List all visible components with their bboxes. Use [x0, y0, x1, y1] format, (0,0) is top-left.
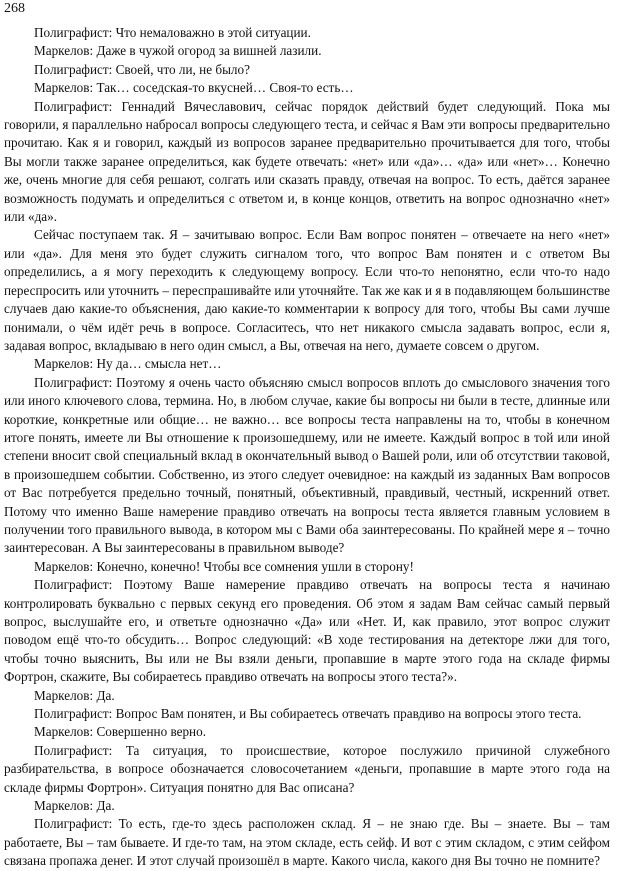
paragraph-15: Маркелов: Да.: [34, 798, 115, 814]
paragraph-10: Полиграфист: Поэтому Ваше намерение правдиво отвечать на вопросы теста я начинаю контролировать буквально с первых секунд его проведения. Об этом я задам Вам сейчас самый первый вопрос, выслушайте его, и ответьте однозначно «Да» или «Нет. И, как правило, этот вопрос служит поводом ещё что-то обсудить… Вопрос следующий: «В ходе тестирования на детекторе лжи для того, чтобы точно выяснить, Вы или не Вы взяли деньги, пропавшие в марте этого года на складе фирмы Фортрон, скажите, Вы собираетесь правдиво отвечать на вопросы этого теста?».: [4, 577, 610, 685]
paragraph-2: Маркелов: Даже в чужой огород за вишней лазили.: [34, 43, 322, 59]
paragraph-1: Полиграфист: Что немаловажно в этой ситуации.: [34, 25, 311, 40]
paragraph-13: Маркелов: Совершенно верно.: [34, 724, 207, 740]
page-text: [4, 24, 610, 871]
paragraph-6: Сейчас поступаем так. Я – зачитываю вопрос. Если Вам вопрос понятен – отвечаете на него «нет» или «да». Для меня это будет служить сигналом того, что вопрос Вам понятен и с ответом Вы определились, а я могу переходить к следующему вопросу. Если что-то непонятно, если что-то надо переспросить или уточнить – переспрашивайте или уточняйте. Так же как и я в подавляющем большинстве случаев даю какие-то объяснения, даю какие-то комментарии к вопросу для того, чтобы Вы сами лучше понимали, о чём идёт речь в вопросе. Согласитесь, что нет никакого смысла задавать вопрос, если я, задавая вопрос, вкладываю в него один смысл, а Вы, отвечая на него, думаете совсем о другом.: [4, 227, 610, 353]
paragraph-9: Маркелов: Конечно, конечно! Чтобы все сомнения ушли в сторону!: [34, 558, 414, 574]
paragraph-5: Полиграфист: Геннадий Вячеславович, сейчас порядок действий будет следующий. Пока мы говорили, я параллельно набросал вопросы следующего теста, и сейчас я Вам эти вопросы предварительно прочитаю. Как я и говорил, каждый из вопросов заранее предварительно прочитывается для того, чтобы Вы могли также заранее определиться, как будете отвечать: «нет» или «да»… «да» или «нет»… Конечно же, очень многие для себя решают, солгать или сказать правду, отвечая на вопрос. То есть, даётся заранее возможность подумать и определиться с ответом и, в конце концов, ответить на вопрос однозначно «нет» или «да».: [4, 98, 610, 225]
paragraph-8: Полиграфист: Поэтому я очень часто объясняю смысл вопросов вплоть до смыслового значения того или иного ключевого слова, термина. Но, в любом случае, какие бы вопросы ни были в тесте, длинные или короткие, конкретные или общие… не важно… все вопросы теста направлены на то, чтобы в конечном итоге понять, имеете ли Вы отношение к произошедшему, или не имеете. Каждый вопрос в той или иной степени вносит свой специальный вклад в окончательный вывод о Вашей роли, или об отсутствии таковой, в произошедшем событии. Собственно, из этого следует очевидное: на каждый из заданных Вам вопросов от Вас потребуется предельно точный, понятный, объективный, правдивый, честный, искренний ответ. Потому что именно Ваше намерение правдиво отвечать на вопросы теста является главным условием в получении того правильного вывода, в котором мы с Вами оба заинтересованы. По крайней мере я – точно заинтересован. А Вы заинтересованы в правильном выводе?: [4, 374, 610, 556]
paragraph-12: Полиграфист: Вопрос Вам понятен, и Вы собираетесь отвечать правдиво на вопросы этого теста.: [34, 706, 582, 722]
paragraph-7: Маркелов: Ну да… смысла нет…: [34, 356, 222, 372]
paragraph-4: Маркелов: Так… соседская-то вкусней… Своя-то есть…: [34, 80, 354, 96]
paragraph-14: Полиграфист: Та ситуация, то происшествие, которое послужило причиной служебного разбирательства, в вопросе обозначается словосочетанием «деньги, пропавшие в марте этого года на складе фирмы Фортрон». Ситуация понятно для Вас описана?: [4, 742, 610, 795]
paragraph-11: Маркелов: Да.: [34, 687, 115, 703]
paragraph-3: Полиграфист: Своей, что ли, не было?: [34, 61, 250, 77]
page-number: 268: [4, 1, 25, 16]
paragraph-16: Полиграфист: То есть, где-то здесь расположен склад. Я – не знаю где. Вы – знаете. Вы – там работаете, Вы – там бываете. И где-то там, на этом складе, есть сейф. И вот с этим складом, с этим сейфом связана пропажа денег. И этот случай произошёл в марте. Какого числа, какого дня Вы точно не помните?: [4, 816, 610, 869]
